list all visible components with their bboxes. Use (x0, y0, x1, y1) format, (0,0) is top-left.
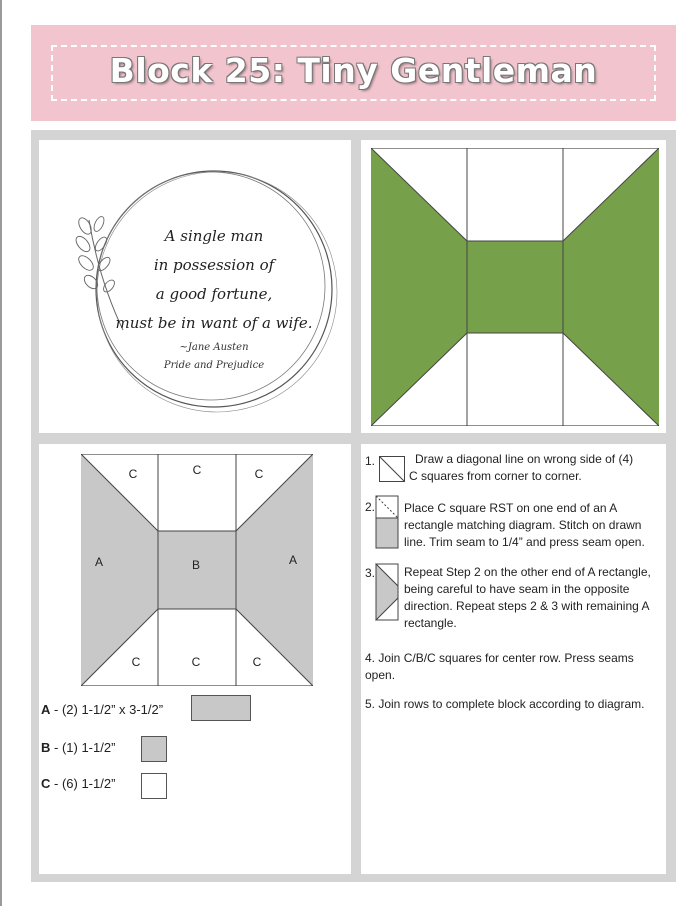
quote-line: in possession of (153, 256, 275, 274)
step-text: Place C square RST on one end of an A rectangle matching diagram. Stitch on drawn line. Trim seam to 1/4” and press seam open. (404, 501, 645, 549)
page-edge-rule (0, 0, 2, 906)
quote-panel (39, 140, 351, 433)
content-frame (31, 130, 676, 882)
cutting-item-a: A - (2) 1-1/2” x 3-1/2” (41, 702, 164, 717)
quote-line: must be in want of a wife. (115, 314, 313, 332)
diagram-label-b: B (191, 558, 201, 572)
diagram-label-a: A (94, 555, 104, 569)
step-number: 1. (365, 454, 376, 468)
diagram-label-c: C (192, 463, 202, 477)
step-text: Repeat Step 2 on the other end of A rectangle, being careful to have seam in the opposite direction. Repeat steps 2 & 3 with remaining A rectangle. (404, 565, 651, 630)
quote-line: A single man (164, 227, 264, 245)
step-text: Draw a diagonal line on wrong side of (4) (415, 452, 634, 466)
finished-flying-geese-icon (374, 562, 400, 622)
diagonal-square-icon (379, 456, 405, 482)
block-diagram (81, 454, 313, 686)
cutting-item-c: C - (6) 1-1/2” (41, 776, 116, 791)
step-number: 2. (365, 500, 376, 514)
page-title: Block 25: Tiny Gentleman (109, 51, 598, 90)
quote-author: ~Jane Austen (179, 342, 249, 353)
quote-source: Pride and Prejudice (163, 360, 265, 371)
instructions-panel (361, 444, 666, 874)
diagram-panel (39, 444, 351, 874)
step-number: 3. (365, 566, 376, 580)
square-on-rectangle-icon (374, 494, 400, 550)
diagram-label-c: C (191, 655, 201, 669)
step-text: 4. Join C/B/C squares for center row. Press seams open. (365, 651, 634, 682)
swatch-b (141, 736, 167, 762)
diagram-label-c: C (254, 467, 264, 481)
step-text-cont: C squares from corner to corner. (409, 469, 582, 483)
swatch-c (141, 773, 167, 799)
quote-text (99, 222, 329, 338)
step-text: 5. Join rows to complete block according to diagram. (365, 697, 645, 711)
diagram-label-c: C (252, 655, 262, 669)
finished-block-panel (361, 140, 666, 433)
finished-block-illustration (371, 148, 659, 426)
title-banner (31, 25, 676, 121)
diagram-label-c: C (131, 655, 141, 669)
cutting-item-b: B - (1) 1-1/2” (41, 740, 116, 755)
diagram-label-a: A (288, 553, 298, 567)
quote-line: a good fortune, (155, 285, 273, 303)
swatch-a (191, 695, 251, 721)
diagram-label-c: C (128, 467, 138, 481)
